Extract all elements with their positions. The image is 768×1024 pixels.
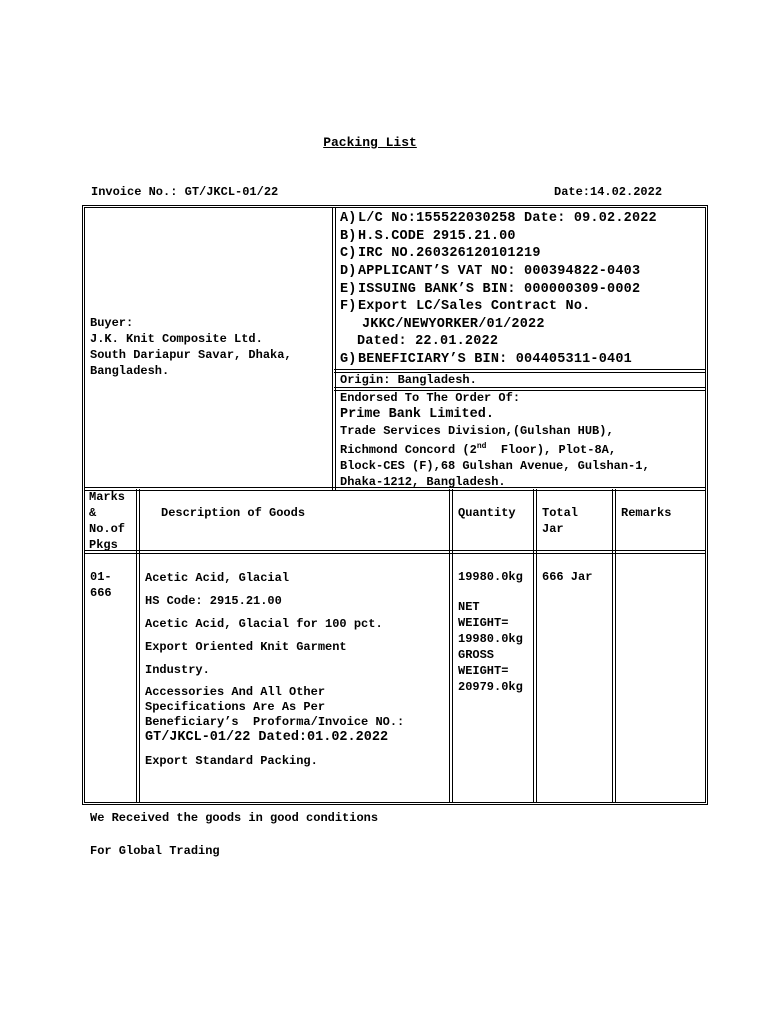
buyer-line: Bangladesh. — [90, 364, 170, 378]
header-marks: Marks & No.of Pkgs — [89, 490, 126, 552]
divider — [332, 207, 336, 490]
divider — [533, 489, 537, 803]
endorsed-line: Trade Services Division,(Gulshan HUB), — [340, 424, 614, 438]
origin: Origin: Bangladesh. — [340, 373, 477, 387]
invoice-date: Date:14.02.2022 — [554, 185, 663, 199]
endorsed-heading: Endorsed To The Order Of: — [340, 391, 521, 405]
cell-quantity: 19980.0kg NET WEIGHT= 19980.0kg GROSS WEIGHT= 20979.0kg — [458, 570, 523, 694]
cell-marks: 01- 666 — [90, 570, 112, 600]
lc-line-a: A)L/C No:155522030258 Date: 09.02.2022 — [340, 211, 657, 226]
lc-contract-date: Dated: 22.01.2022 — [357, 334, 499, 349]
lc-line-f: F)Export LC/Sales Contract No. — [340, 299, 591, 314]
endorsed-line: Dhaka-1212, Bangladesh. — [340, 475, 506, 489]
divider — [449, 489, 453, 803]
buyer-line: South Dariapur Savar, Dhaka, — [90, 348, 292, 362]
document-title: Packing List — [323, 135, 417, 150]
endorsed-block — [340, 390, 650, 490]
divider — [612, 489, 616, 803]
divider — [136, 489, 140, 803]
endorsed-bank: Prime Bank Limited. — [340, 407, 494, 422]
header-quantity: Quantity — [458, 506, 516, 520]
lc-contract-number: JKKC/NEWYORKER/01/2022 — [362, 317, 545, 332]
buyer-block — [90, 315, 292, 379]
lc-line-d: D)APPLICANT’S VAT NO: 000394822-0403 — [340, 264, 641, 279]
received-statement: We Received the goods in good conditions — [90, 811, 379, 825]
cell-description: Acetic Acid, Glacial HS Code: 2915.21.00 Acetic Acid, Glacial for 100 pct. Export Oriented Knit Garment Industry. Accessories And All Other Specifications Are As Per Beneficiary’s Proforma/Invoice NO.: GT/JKCL-01/22 Dated:01.02.2022 Export Standard Packing. — [145, 571, 405, 768]
lc-line-e: E)ISSUING BANK’S BIN: 000000309-0002 — [340, 282, 641, 297]
cell-total-jar: 666 Jar — [542, 570, 593, 584]
header-total-jar: Total Jar — [542, 506, 579, 536]
endorsed-line: Richmond Concord (2nd Floor), Plot-8A, — [340, 442, 617, 457]
signature-line: For Global Trading — [90, 844, 220, 858]
lc-line-c: C)IRC NO.260326120101219 — [340, 246, 541, 261]
header-description: Description of Goods — [161, 506, 306, 520]
invoice-number: Invoice No.: GT/JKCL-01/22 — [91, 185, 279, 199]
header-remarks: Remarks — [621, 506, 672, 520]
buyer-line: J.K. Knit Composite Ltd. — [90, 332, 263, 346]
endorsed-line: Block-CES (F),68 Gulshan Avenue, Gulshan-1, — [340, 459, 650, 473]
buyer-heading: Buyer: — [90, 316, 134, 330]
lc-line-b: B)H.S.CODE 2915.21.00 — [340, 229, 516, 244]
lc-line-g: G)BENEFICIARY’S BIN: 004405311-0401 — [340, 352, 632, 367]
